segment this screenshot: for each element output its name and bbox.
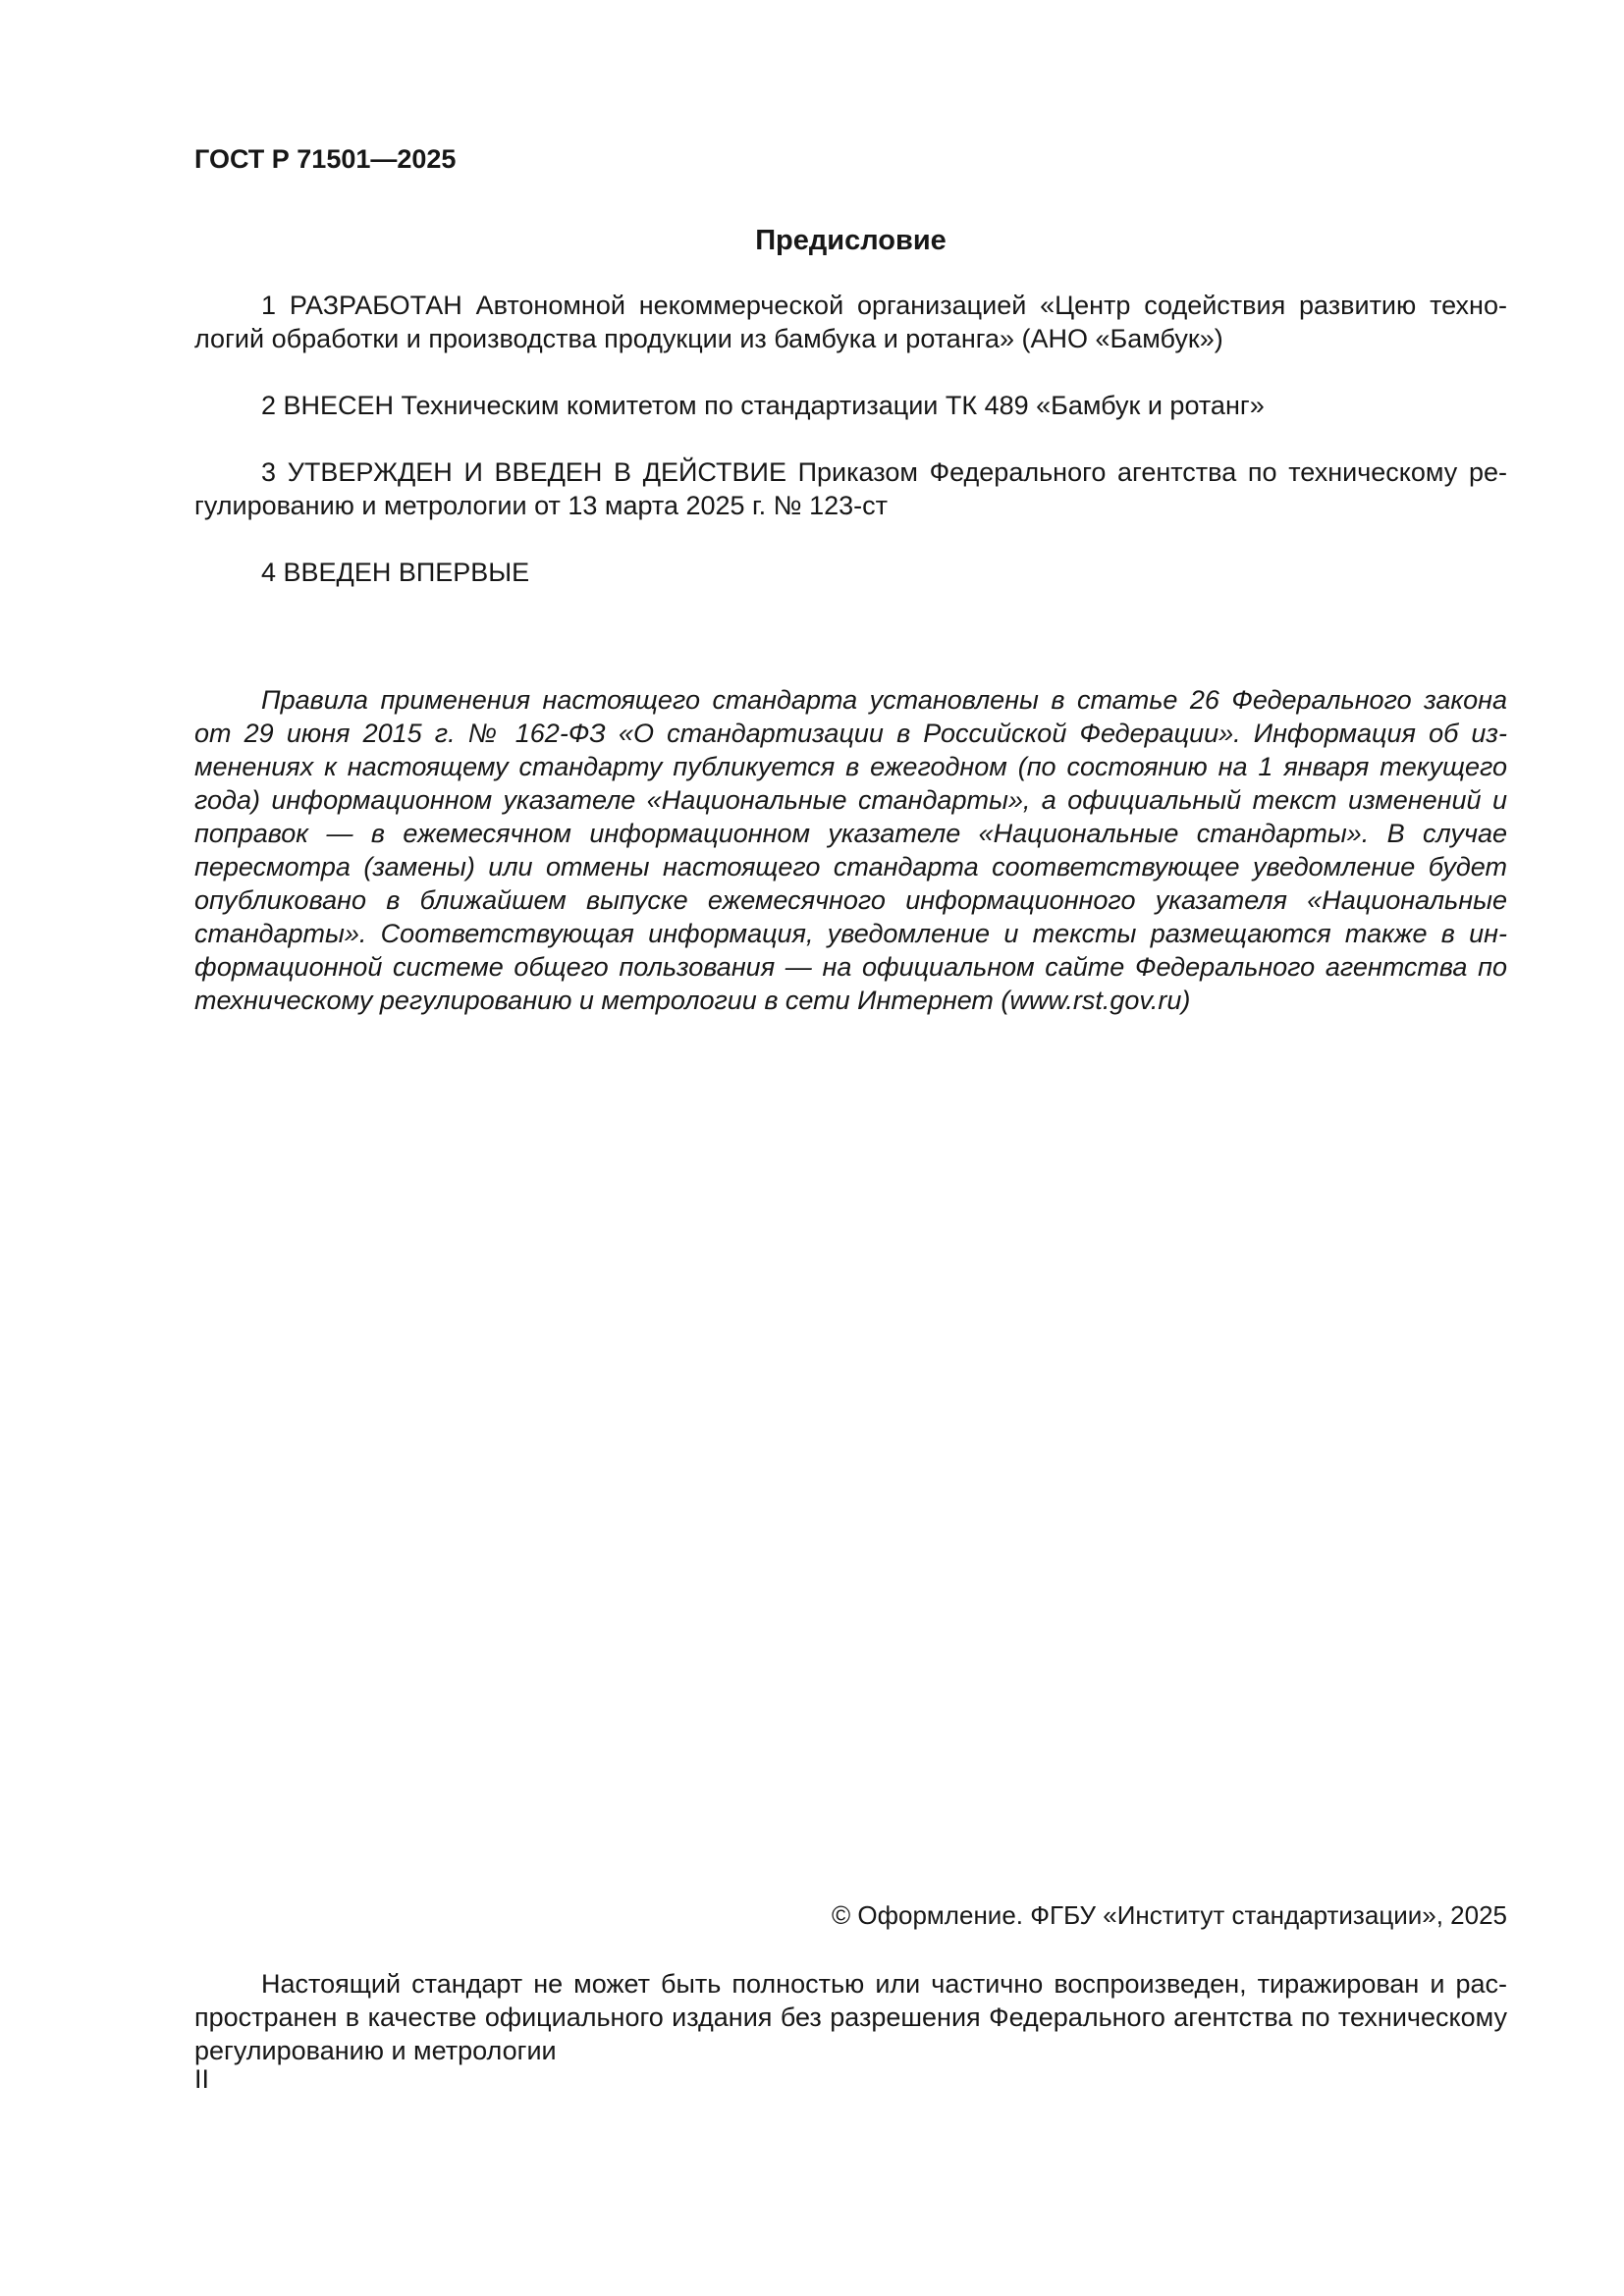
foreword-item-developed: 1 РАЗРАБОТАН Автономной некоммерческой организацией «Центр содействия развитию технологий обработки и производства продукции из бамбука и ротанга» (АНО «Бамбук»): [194, 291, 1507, 353]
foreword-item-introduced-first-time: 4 ВВЕДЕН ВПЕРВЫЕ: [261, 558, 530, 587]
page-number: II: [194, 2064, 210, 2094]
foreword-section: [194, 289, 1507, 622]
reproduction-restriction-notice: Настоящий стандарт не может быть полностью или частично воспроизведен, тиражирован и распространен в качестве официального издания без разрешения Федерального агентства по техническому регулированию и метрологии: [194, 1969, 1507, 2065]
standard-designation: ГОСТ Р 71501—2025: [194, 144, 457, 174]
application-rules-note: Правила применения настоящего стандарта установлены в статье 26 Федерального закона от 29 июня 2015 г. № 162-ФЗ «О стандартизации в Российской Федерации». Информация об изменениях к настоящему стандарту публикуется в ежегодном (по состоянию на 1 января текущего года) информационном указателе «Национальные стандарты», а официальный текст изменений и поправок — в ежемесячном информационном указателе «Национальные стандарты». В случае пересмотра (замены) или отмены настоящего стандарта соответствующее уведомление будет опубликовано в ближайшем выпуске ежемесячного информационного указателя «Национальные стандарты». Соответствующая информация, уведомление и тексты размещаются также в информационной системе общего пользования — на официальном сайте Федерального агентства по техническому регулированию и метрологии в сети Интернет (www.rst.gov.ru): [194, 685, 1507, 1015]
foreword-item-approved: 3 УТВЕРЖДЕН И ВВЕДЕН В ДЕЙСТВИЕ Приказом Федерального агентства по техническому регулированию и метрологии от 13 марта 2025 г. № 123-ст: [194, 457, 1507, 520]
copyright-line: © Оформление. ФГБУ «Институт стандартизации», 2025: [832, 1900, 1507, 1930]
page-title: Предисловие: [755, 225, 947, 256]
foreword-item-submitted: 2 ВНЕСЕН Техническим комитетом по стандартизации ТК 489 «Бамбук и ротанг»: [261, 391, 1265, 420]
